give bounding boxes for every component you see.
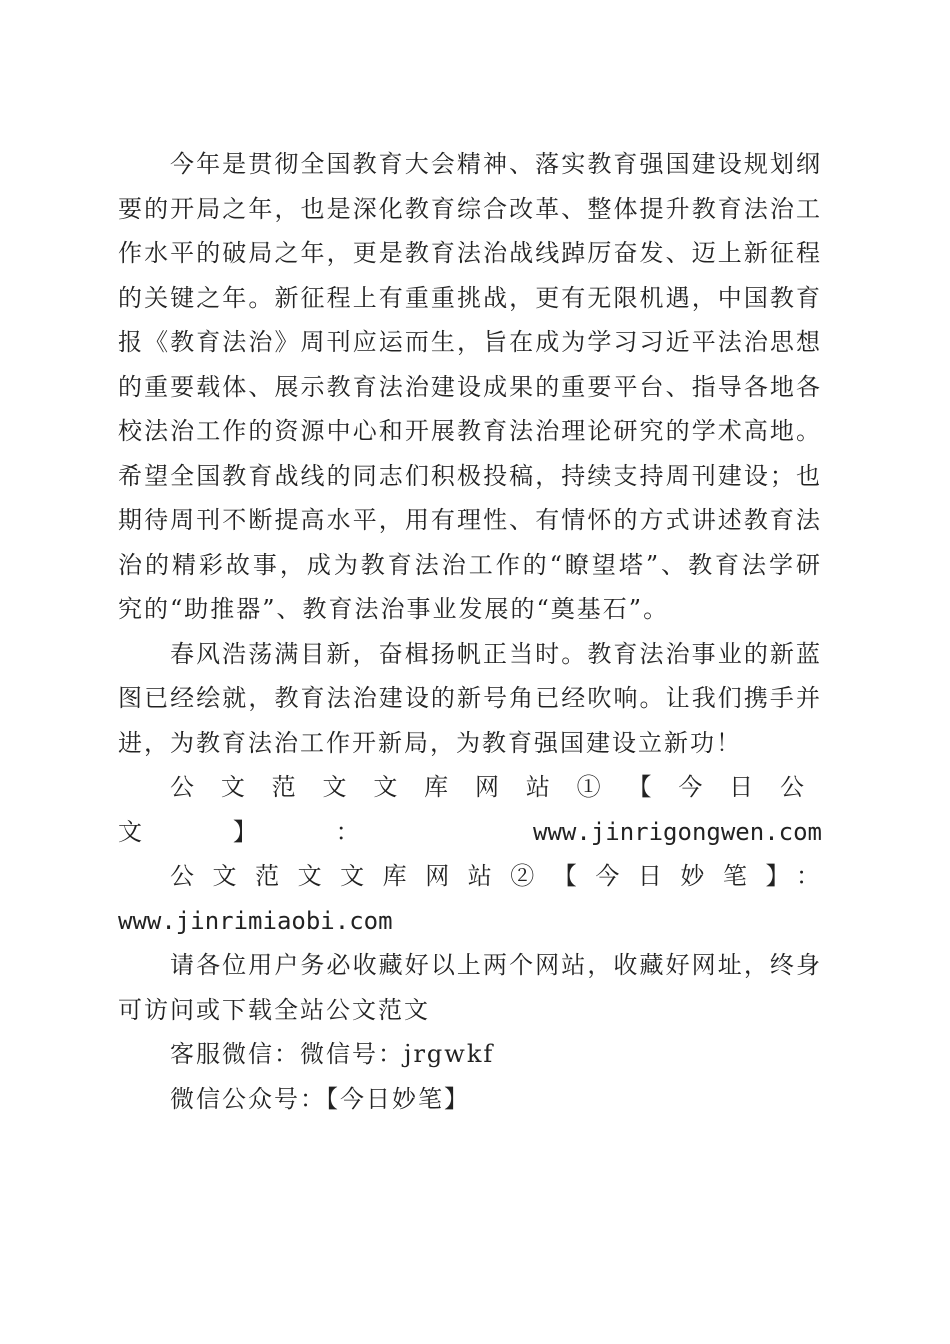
website-one-label: 公文范文文库网站①【今日公文】： (118, 773, 822, 846)
bookmark-notice: 请各位用户务必收藏好以上两个网站，收藏好网址，终身可访问或下载全站公文范文 (118, 951, 822, 1024)
website-one-line (118, 765, 822, 854)
website-one-url[interactable]: www.jinrigongwen.com (533, 817, 822, 846)
document-body (118, 142, 822, 1121)
customer-service-wechat: 客服微信：微信号：jrgwkf (170, 1040, 495, 1068)
website-two-url[interactable]: www.jinrimiaobi.com (118, 906, 393, 935)
website-two-line (118, 854, 822, 943)
paragraph-closing: 春风浩荡满目新，奋楫扬帆正当时。教育法治事业的新蓝图已经绘就，教育法治建设的新号角已经吹响。让我们携手并进，为教育法治工作开新局，为教育强国建设立新功！ (118, 639, 822, 757)
wechat-official-account: 微信公众号：【今日妙笔】 (170, 1084, 470, 1113)
paragraph-education-law-weekly: 今年是贯彻全国教育大会精神、落实教育强国建设规划纲要的开局之年，也是深化教育综合改革、整体提升教育法治工作水平的破局之年，更是教育法治战线踔厉奋发、迈上新征程的关键之年。新征程上有重重挑战，更有无限机遇，中国教育报《教育法治》周刊应运而生，旨在成为学习习近平法治思想的重要载体、展示教育法治建设成果的重要平台、指导各地各校法治工作的资源中心和开展教育法治理论研究的学术高地。希望全国教育战线的同志们积极投稿，持续支持周刊建设；也期待周刊不断提高水平，用有理性、有情怀的方式讲述教育法治的精彩故事，成为教育法治工作的“瞭望塔”、教育法学研究的“助推器”、教育法治事业发展的“奠基石”。 (118, 150, 822, 623)
website-two-label: 公文范文文库网站②【今日妙笔】： (170, 862, 822, 890)
